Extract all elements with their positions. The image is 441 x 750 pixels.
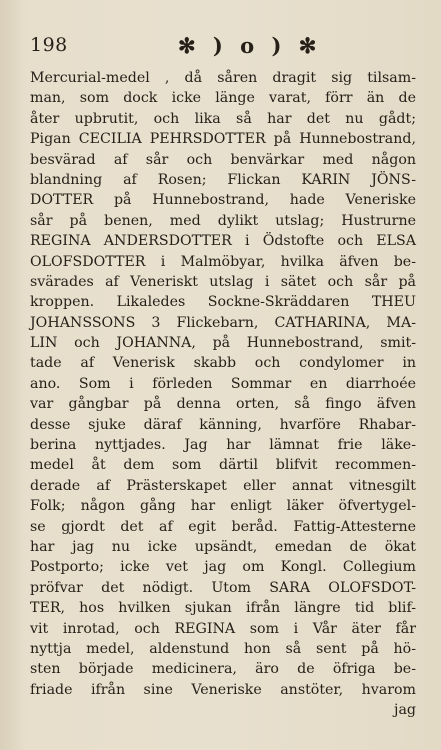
text-line: Postporto; icke vet jag om Kongl. Collegium [30, 559, 416, 576]
text-line: åter upbrutit, och lika så har det nu gådt; [30, 110, 416, 127]
text-line: pröfvar det nödigt. Utom SARA OLOFSDOT- [30, 579, 416, 596]
text-line: Folk; någon gång har enligt läker öfvertygel- [30, 498, 416, 515]
text-line: vit inrotad, och REGINA som i Vår äter får [30, 620, 416, 637]
text-line: man, som dock icke länge varat, förr än de [30, 90, 416, 107]
text-line: nyttja medel, aldenstund hon så sent på hö- [30, 640, 416, 657]
header-ornament: ✻ ) o ) ✻ [178, 33, 322, 58]
text-line: se gjordt det af egit beråd. Fattig-Attesterne [30, 518, 416, 535]
body-text [30, 68, 416, 721]
text-line: var gångbar på denna orten, så fingo äfven [30, 396, 416, 413]
text-line: kroppen. Likaledes Sockne-Skräddaren THEU [30, 294, 416, 311]
text-line: LIN och JOHANNA, på Hunnebostrand, smit- [30, 335, 416, 352]
page-header [30, 34, 411, 62]
catchword: jag [394, 702, 416, 719]
text-line: svärades af Veneriskt utslag i sätet och sår på [30, 273, 416, 290]
text-line: TER, hos hvilken sjukan ifrån längre tid blif- [30, 600, 416, 617]
text-line: tade af Venerisk skabb och condylomer in [30, 355, 416, 372]
text-line: derade af Prästerskapet eller annat vitnesgilt [30, 477, 416, 494]
text-line: DOTTER på Hunnebostrand, hade Veneriske [30, 192, 416, 209]
text-line: Mercurial-medel , då såren dragit sig tilsam- [30, 70, 416, 86]
text-line: ano. Som i förleden Sommar en diarrhoée [30, 375, 416, 392]
text-line: REGINA ANDERSDOTTER i Ödstofte och ELSA [30, 233, 416, 250]
text-line: sår på benen, med dylikt utslag; Hustrurne [30, 212, 416, 229]
text-line: sten började medicinera, äro de öfriga be- [30, 661, 416, 678]
text-line: besvärad af sår och benvärkar med någon [30, 151, 416, 168]
text-line: OLOFSDOTTER i Malmöbyar, hvilka äfven be- [30, 253, 416, 270]
page-number: 198 [30, 34, 68, 56]
text-line: berina nyttjades. Jag har lämnat frie läke- [30, 437, 416, 454]
text-line: JOHANSSONS 3 Flickebarn, CATHARINA, MA- [30, 314, 416, 331]
text-line: medel åt dem som därtil blifvit recommen- [30, 457, 416, 474]
text-line: blandning af Rosen; Flickan KARIN JÖNS- [30, 171, 416, 188]
text-line: desse sjuke däraf känning, hvarföre Rhabar- [30, 416, 416, 433]
text-line: Pigan CECILIA PEHRSDOTTER på Hunnebostrand, [30, 131, 416, 148]
text-line: friade ifrån sine Veneriske anstöter, hvarom [30, 681, 416, 698]
text-line: har jag nu icke upsändt, emedan de ökat [30, 538, 416, 555]
